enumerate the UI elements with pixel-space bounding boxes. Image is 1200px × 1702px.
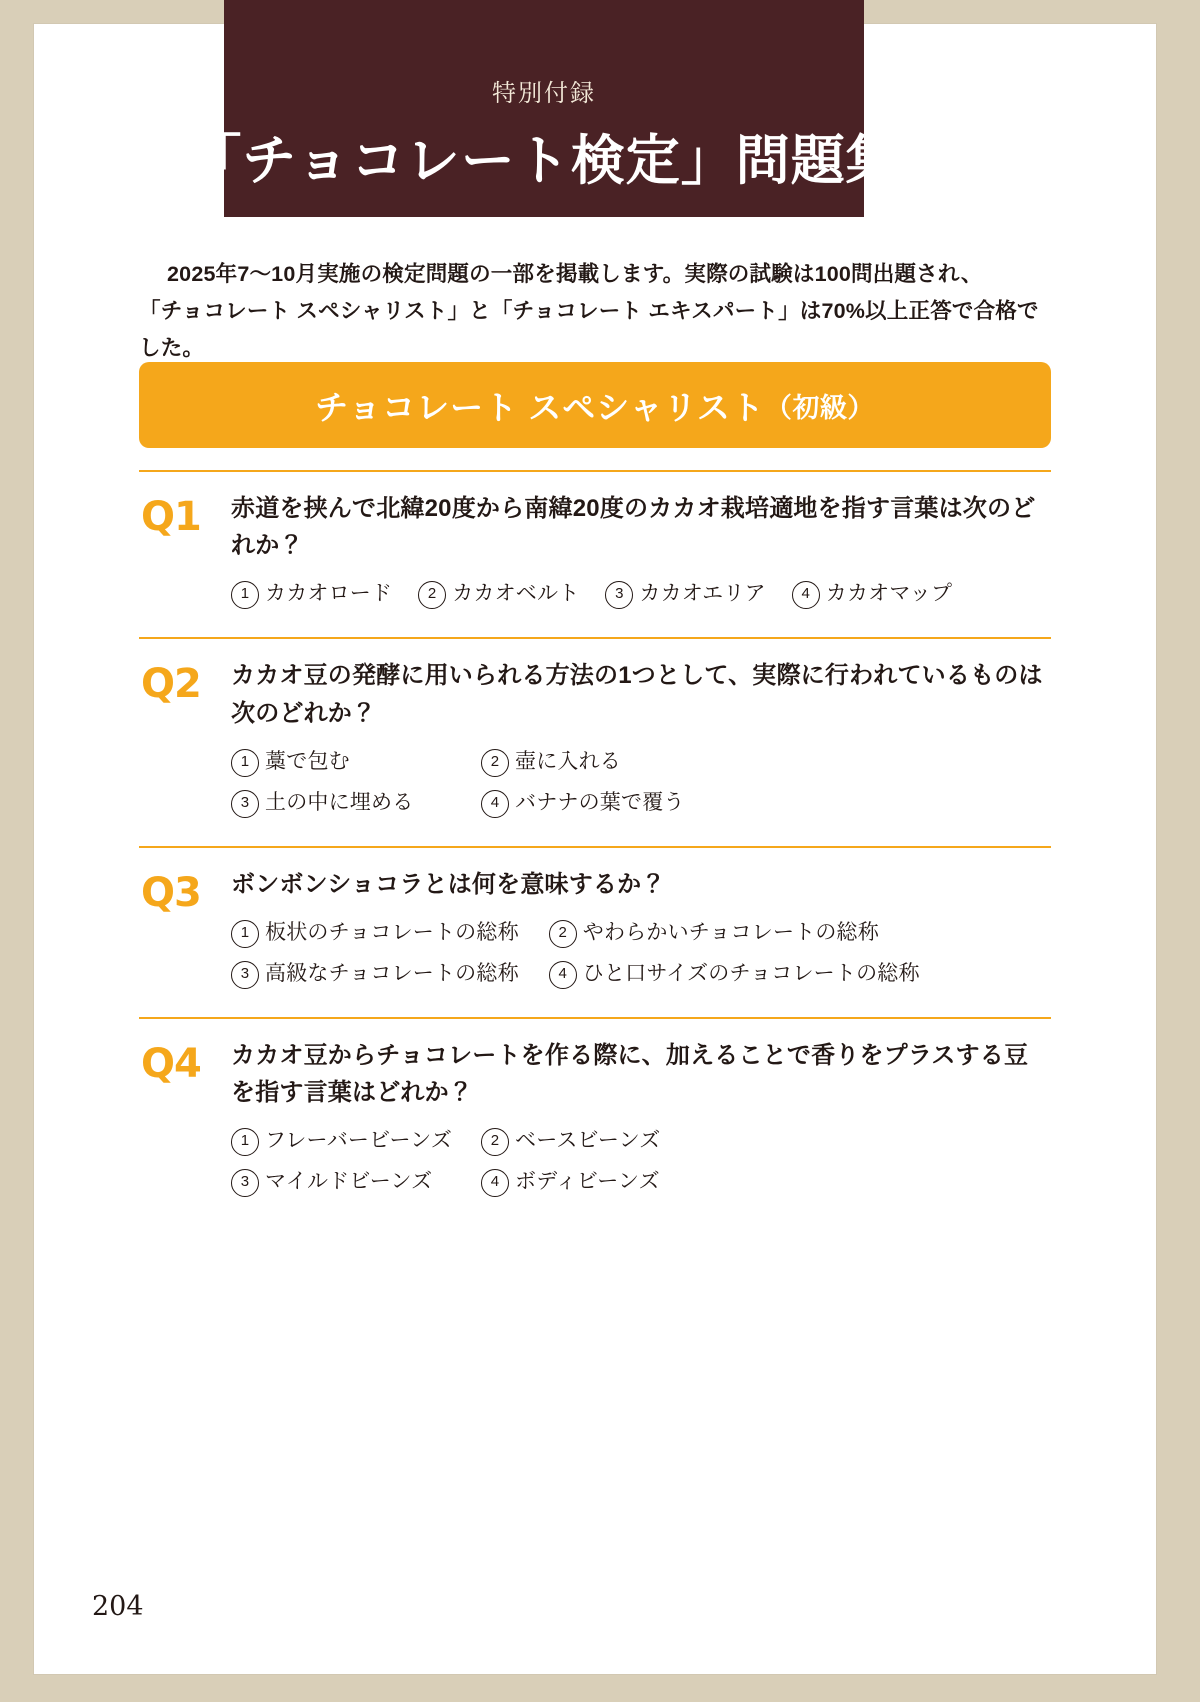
question-text: カカオ豆の発酵に用いられる方法の1つとして、実際に行われているものは次のどれか？	[231, 662, 1043, 727]
choice-marker-icon: 2	[481, 749, 509, 777]
lead-paragraph	[139, 256, 1051, 367]
question-number: Q4	[141, 1040, 201, 1087]
page-number: 204	[92, 1591, 144, 1622]
choice-option[interactable]	[231, 913, 519, 954]
question-body	[231, 490, 1051, 615]
choice-label: ひと口サイズのチョコレートの総称	[582, 961, 920, 985]
choice-option[interactable]	[792, 574, 952, 615]
choice-row	[231, 742, 1051, 783]
choice-label: カカオロード	[265, 582, 393, 606]
page-title: 「チョコレート検定」問題集	[187, 129, 901, 192]
choice-row	[231, 954, 1051, 995]
choice-label: バナナの葉で覆う	[515, 790, 685, 814]
level-badge-sub: （初級）	[764, 392, 875, 423]
choice-row	[231, 574, 1051, 615]
choice-row	[231, 1121, 1051, 1162]
choice-label: 壺に入れる	[515, 749, 621, 773]
lead-line-2: 「チョコレート スペシャリスト」と「チョコレート エキスパート」は70%以上正答で合格でした。	[139, 298, 1039, 360]
choice-label: 高級なチョコレートの総称	[265, 961, 519, 985]
choice-option[interactable]	[231, 742, 481, 783]
choice-option[interactable]	[481, 1162, 731, 1203]
choice-marker-icon: 4	[481, 790, 509, 818]
choice-marker-icon: 2	[481, 1128, 509, 1156]
choice-label: やわらかいチョコレートの総称	[582, 920, 879, 944]
question-item	[139, 637, 1051, 845]
choice-label: ベースビーンズ	[515, 1129, 661, 1152]
question-number: Q3	[141, 869, 201, 916]
question-item	[139, 470, 1051, 637]
choice-label: 藁で包む	[265, 749, 350, 773]
choice-label: 土の中に埋める	[265, 790, 414, 814]
choice-option[interactable]	[231, 1162, 481, 1203]
choice-option[interactable]	[231, 1121, 481, 1162]
choice-marker-icon: 2	[418, 581, 446, 609]
lead-line-1: 2025年7〜10月実施の検定問題の一部を掲載します。実際の試験は100問出題され、	[167, 262, 983, 286]
question-item	[139, 1017, 1051, 1225]
question-body	[231, 657, 1051, 823]
question-text: カカオ豆からチョコレートを作る際に、加えることで香りをプラスする豆を指す言葉はどれか？	[231, 1041, 1029, 1106]
choice-marker-icon: 3	[231, 961, 259, 989]
choice-label: カカオマップ	[825, 582, 953, 606]
choice-option[interactable]	[481, 1121, 731, 1162]
level-badge	[139, 362, 1051, 448]
choice-option[interactable]	[481, 783, 731, 824]
choice-marker-icon: 1	[231, 581, 259, 609]
choice-label: 板状のチョコレートの総称	[265, 920, 519, 944]
level-badge-main: チョコレート スペシャリスト	[315, 388, 765, 426]
question-number: Q1	[141, 494, 201, 540]
choice-label: カカオベルト	[452, 582, 580, 606]
choice-marker-icon: 1	[231, 1128, 259, 1156]
choice-label: ボディビーンズ	[515, 1169, 660, 1193]
choice-marker-icon: 2	[549, 920, 577, 948]
choice-option[interactable]	[231, 783, 481, 824]
choice-marker-icon: 4	[481, 1169, 509, 1197]
choice-marker-icon: 4	[792, 581, 820, 609]
choice-label: マイルドビーンズ	[265, 1169, 433, 1193]
choice-option[interactable]	[549, 954, 920, 995]
choice-group	[231, 574, 1051, 615]
choice-marker-icon: 4	[549, 961, 577, 989]
choice-marker-icon: 1	[231, 749, 259, 777]
choice-option[interactable]	[605, 574, 765, 615]
page	[34, 24, 1156, 1674]
question-text: ボンボンショコラとは何を意味するか？	[231, 870, 666, 898]
choice-label: カカオエリア	[639, 582, 766, 606]
question-list	[139, 470, 1051, 1225]
choice-row	[231, 1162, 1051, 1203]
question-body	[231, 1037, 1051, 1203]
choice-marker-icon: 3	[231, 1169, 259, 1197]
choice-row	[231, 913, 1051, 954]
question-item	[139, 846, 1051, 1017]
choice-option[interactable]	[481, 742, 731, 783]
choice-marker-icon: 1	[231, 920, 259, 948]
choice-row	[231, 783, 1051, 824]
choice-group	[231, 742, 1051, 824]
title-banner	[187, 0, 901, 217]
choice-marker-icon: 3	[231, 790, 259, 818]
choice-marker-icon: 3	[605, 581, 633, 609]
choice-label: フレーバービーンズ	[265, 1129, 453, 1152]
question-number: Q2	[141, 661, 201, 708]
question-text: 赤道を挟んで北緯20度から南緯20度のカカオ栽培適地を指す言葉は次のどれか？	[231, 495, 1036, 560]
choice-option[interactable]	[418, 574, 579, 615]
choice-group	[231, 913, 1051, 995]
banner-kicker: 特別付録	[492, 80, 596, 107]
choice-group	[231, 1121, 1051, 1203]
choice-option[interactable]	[549, 913, 879, 954]
choice-option[interactable]	[231, 954, 519, 995]
choice-option[interactable]	[231, 574, 392, 615]
question-body	[231, 866, 1051, 995]
